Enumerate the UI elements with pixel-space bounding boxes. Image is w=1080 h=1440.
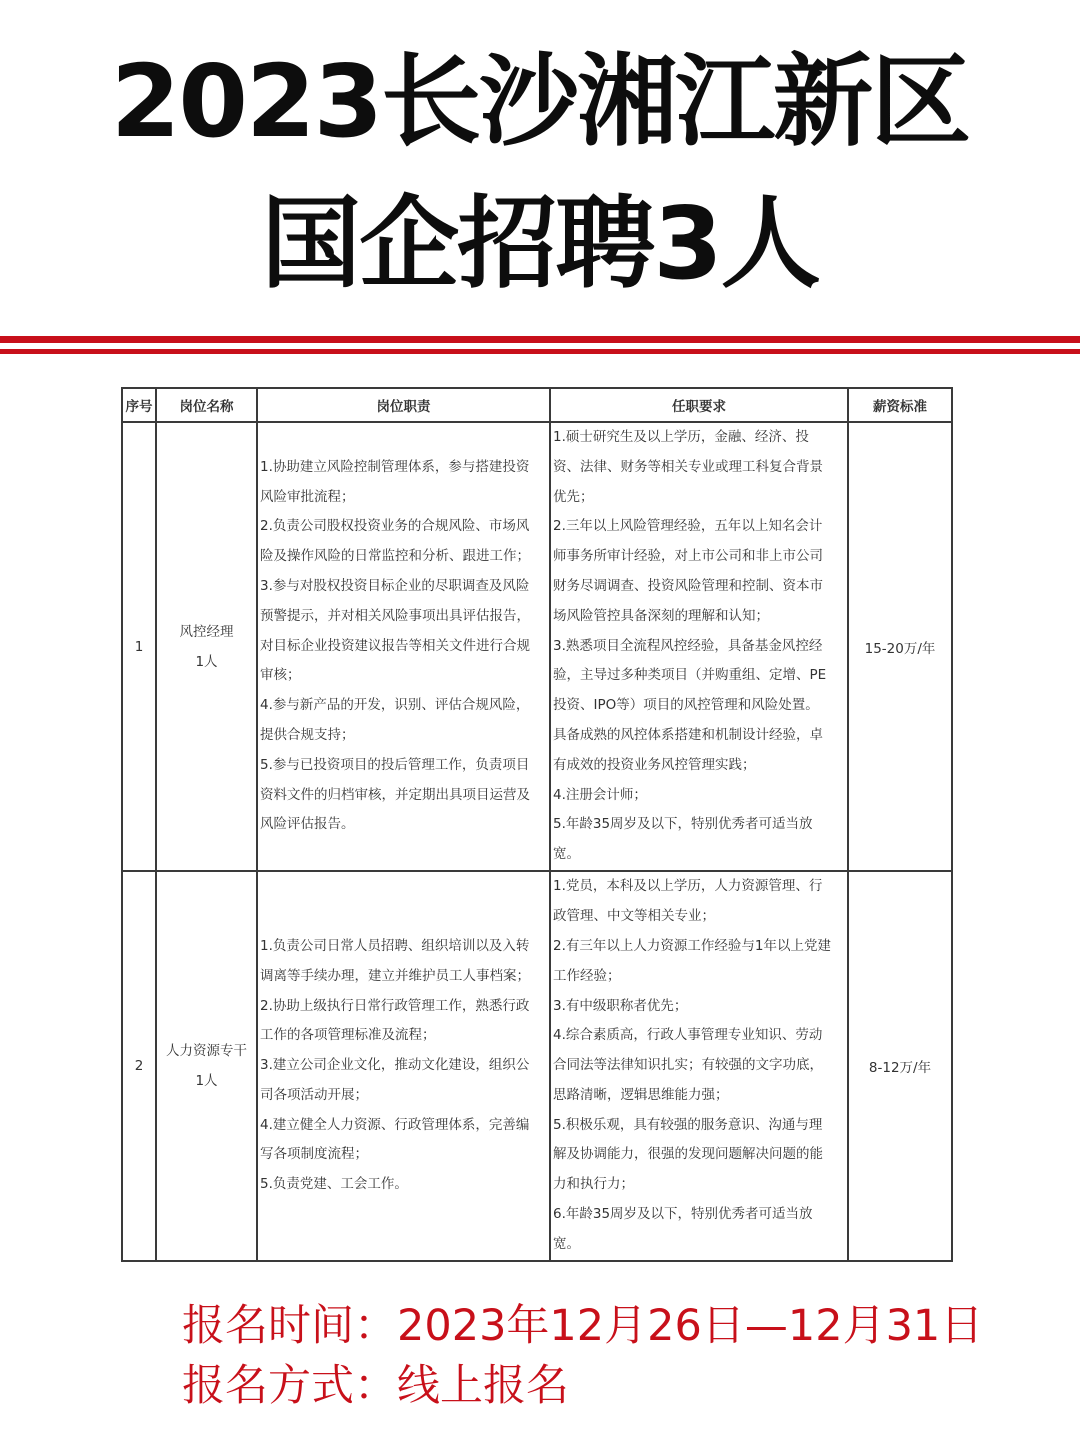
text-line: 宽。 xyxy=(553,1235,580,1252)
text-line: 3.有中级职称者优先； xyxy=(553,997,688,1014)
text-line: 解及协调能力，很强的发现问题解决问题的能 xyxy=(553,1146,823,1163)
position-count: 1人 xyxy=(195,653,218,670)
text-line: 3.建立公司企业文化，推动文化建设，组织公 xyxy=(260,1057,530,1074)
text-line: 风险评估报告。 xyxy=(260,816,355,833)
header-duties: 岗位职责 xyxy=(257,388,550,422)
text-line: 力和执行力； xyxy=(553,1176,634,1193)
text-line: 验，主导过多种类项目（并购重组、定增、PE xyxy=(553,667,827,684)
text-line: 场风险管控具备深刻的理解和认知； xyxy=(553,607,769,624)
table-row xyxy=(122,871,952,1261)
table-header-row xyxy=(122,388,952,422)
text-line: 对目标企业投资建议报告等相关文件进行合规 xyxy=(260,637,530,654)
text-line: 审核； xyxy=(260,667,301,684)
text-line: 投资、IPO等）项目的风控管理和风险处置。 xyxy=(553,697,819,714)
position-name: 风控经理 xyxy=(179,623,234,640)
text-line: 1.硕士研究生及以上学历，金融、经济、投 xyxy=(553,429,809,446)
text-line: 司各项活动开展； xyxy=(260,1086,368,1103)
text-line: 3.熟悉项目全流程风控经验，具备基金风控经 xyxy=(553,637,823,654)
row-requirements xyxy=(550,422,848,871)
table-row xyxy=(122,422,952,871)
text-line: 政管理、中文等相关专业； xyxy=(553,908,715,925)
text-line: 1.党员，本科及以上学历，人力资源管理、行 xyxy=(553,878,823,895)
text-line: 工作经验； xyxy=(553,967,621,984)
text-line: 4.注册会计师； xyxy=(553,786,647,803)
text-line: 资料文件的归档审核，并定期出具项目运营及 xyxy=(260,786,530,803)
text-line: 2.协助上级执行日常行政管理工作，熟悉行政 xyxy=(260,997,530,1014)
text-line: 调离等手续办理，建立并维护员工人事档案； xyxy=(260,967,530,984)
row-index: 1 xyxy=(122,422,156,871)
text-line: 4.建立健全人力资源、行政管理体系，完善编 xyxy=(260,1116,530,1133)
registration-method: 报名方式：线上报名 xyxy=(182,1361,569,1411)
text-line: 宽。 xyxy=(553,846,580,863)
text-line: 5.参与已投资项目的投后管理工作，负责项目 xyxy=(260,756,530,773)
row-duties xyxy=(257,422,550,871)
text-line: 优先； xyxy=(553,488,594,505)
text-line: 5.积极乐观，具有较强的服务意识、沟通与理 xyxy=(553,1116,823,1133)
text-line: 财务尽调调查、投资风险管理和控制、资本市 xyxy=(553,578,823,594)
registration-time: 报名时间：2023年12月26日—12月31日 xyxy=(182,1301,984,1351)
header-position: 岗位名称 xyxy=(156,388,257,422)
text-line: 合同法等法律知识扎实；有较强的文字功底， xyxy=(553,1057,823,1074)
position-name: 人力资源专干 xyxy=(166,1043,247,1059)
text-line: 有成效的投资业务风控管理实践； xyxy=(553,756,756,773)
text-line: 1.协助建立风险控制管理体系，参与搭建投资 xyxy=(260,458,530,475)
row-salary: 8-12万/年 xyxy=(848,871,952,1261)
text-line: 预警提示，并对相关风险事项出具评估报告， xyxy=(260,607,530,624)
row-requirements xyxy=(550,871,848,1261)
text-line: 5.负责党建、工会工作。 xyxy=(260,1176,408,1193)
text-line: 3.参与对股权投资目标企业的尽职调查及风险 xyxy=(260,578,530,594)
text-line: 提供合规支持； xyxy=(260,726,355,743)
text-line: 1.负责公司日常人员招聘、组织培训以及入转 xyxy=(260,937,530,954)
text-line: 2.负责公司股权投资业务的合规风险、市场风 xyxy=(260,518,530,535)
header-salary: 薪资标准 xyxy=(848,388,952,422)
text-line: 2.有三年以上人力资源工作经验与1年以上党建 xyxy=(553,937,831,954)
job-table xyxy=(121,387,953,1262)
row-index: 2 xyxy=(122,871,156,1261)
text-line: 具备成熟的风控体系搭建和机制设计经验，卓 xyxy=(553,726,823,743)
text-line: 资、法律、财务等相关专业或理工科复合背景 xyxy=(553,458,823,475)
row-position xyxy=(156,422,257,871)
text-line: 6.年龄35周岁及以下，特别优秀者可适当放 xyxy=(553,1206,813,1223)
text-line: 5.年龄35周岁及以下，特别优秀者可适当放 xyxy=(553,816,813,833)
page-title-line1: 2023长沙湘江新区 xyxy=(110,43,970,160)
text-line: 工作的各项管理标准及流程； xyxy=(260,1027,436,1044)
text-line: 险及操作风险的日常监控和分析、跟进工作； xyxy=(260,548,530,565)
text-line: 写各项制度流程； xyxy=(260,1146,368,1163)
text-line: 4.综合素质高，行政人事管理专业知识、劳动 xyxy=(553,1027,823,1044)
text-line: 风险审批流程； xyxy=(260,488,355,505)
divider-thick xyxy=(0,336,1080,343)
divider-thin xyxy=(0,349,1080,354)
row-duties xyxy=(257,871,550,1261)
text-line: 4.参与新产品的开发，识别、评估合规风险， xyxy=(260,697,530,714)
job-table-container xyxy=(121,387,951,1262)
row-position xyxy=(156,871,257,1261)
header-requirements: 任职要求 xyxy=(550,388,848,422)
position-count: 1人 xyxy=(195,1073,218,1089)
text-line: 师事务所审计经验，对上市公司和非上市公司 xyxy=(553,548,823,565)
text-line: 思路清晰，逻辑思维能力强； xyxy=(553,1086,729,1103)
page-title-line2: 国企招聘3人 xyxy=(261,185,819,302)
text-line: 2.三年以上风险管理经验，五年以上知名会计 xyxy=(553,518,823,535)
header-index: 序号 xyxy=(122,388,156,422)
row-salary: 15-20万/年 xyxy=(848,422,952,871)
